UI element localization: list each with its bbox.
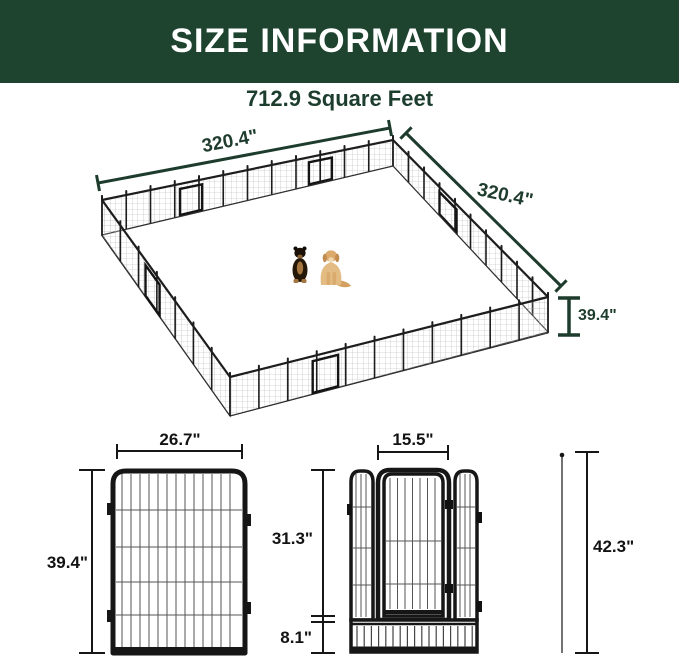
banner (0, 0, 679, 83)
single-panel-drawing (107, 471, 251, 653)
door-width-label: 15.5" (392, 430, 434, 449)
door-panel-drawing (347, 470, 482, 652)
panel-height-label: 39.4" (46, 553, 88, 572)
enclosure-width-label: 320.4" (200, 125, 260, 158)
door-kick-height-label: 8.1" (280, 628, 312, 647)
black-dog (293, 247, 308, 284)
door-total-height-label: 42.3" (593, 537, 635, 556)
total-area-label: 712.9 Square Feet (245, 86, 434, 111)
panel-width-label: 26.7" (159, 430, 201, 449)
enclosure-height-label: 39.4" (578, 307, 617, 324)
door-upper-height-label: 31.3" (271, 529, 313, 548)
enclosure-depth-label: 320.4" (475, 179, 535, 212)
banner-title: SIZE INFORMATION (170, 22, 509, 60)
